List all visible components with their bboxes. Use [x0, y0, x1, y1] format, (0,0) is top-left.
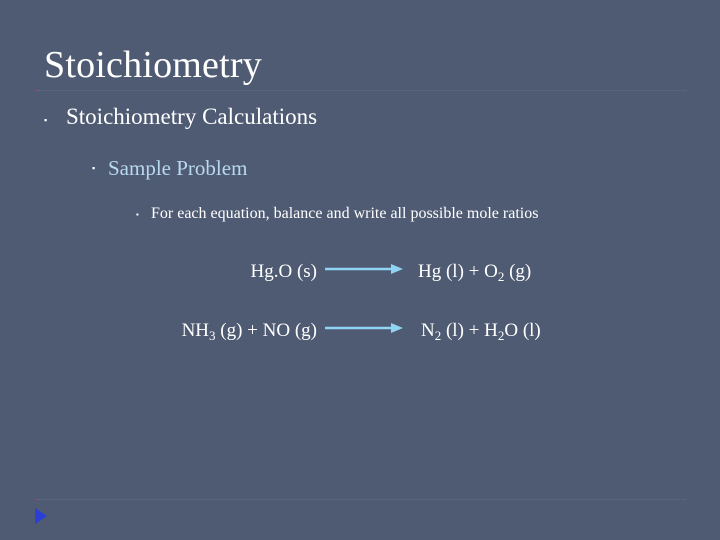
- eq-text: Hg.O (s): [250, 261, 317, 282]
- eq-text: Hg (l) + O: [418, 261, 498, 282]
- bullet-level-3: For each equation, balance and write all possible mole ratios: [151, 205, 539, 222]
- right-arrow-icon: [325, 263, 403, 275]
- eq-subscript: 2: [497, 269, 505, 284]
- eq-subscript: 2: [434, 328, 442, 343]
- equation-1-products: [418, 260, 531, 284]
- equation-1-reactants: [251, 260, 318, 284]
- square-bullet-icon: ▪: [92, 163, 96, 173]
- square-bullet-icon: ▪: [136, 210, 139, 219]
- eq-subscript: 2: [497, 328, 505, 343]
- eq-subscript: 3: [209, 328, 216, 343]
- eq-text: (l) + H: [441, 320, 498, 341]
- equation-2-products: [421, 319, 541, 343]
- eq-text: (g) + NO (g): [215, 320, 317, 341]
- square-bullet-icon: ▪: [44, 115, 48, 125]
- equation-2-reactants: [182, 319, 317, 343]
- bottom-divider: [36, 499, 686, 500]
- play-triangle-icon[interactable]: [34, 507, 48, 525]
- eq-text: NH: [181, 320, 210, 341]
- eq-text: (g): [504, 261, 532, 282]
- eq-text: O (l): [504, 320, 541, 341]
- top-divider: [36, 90, 686, 91]
- bullet-level-1: Stoichiometry Calculations: [66, 104, 318, 129]
- right-arrow-icon: [325, 322, 403, 334]
- bullet-level-2: Sample Problem: [108, 156, 248, 180]
- eq-text: N: [421, 320, 435, 341]
- slide-title: Stoichiometry: [44, 44, 262, 86]
